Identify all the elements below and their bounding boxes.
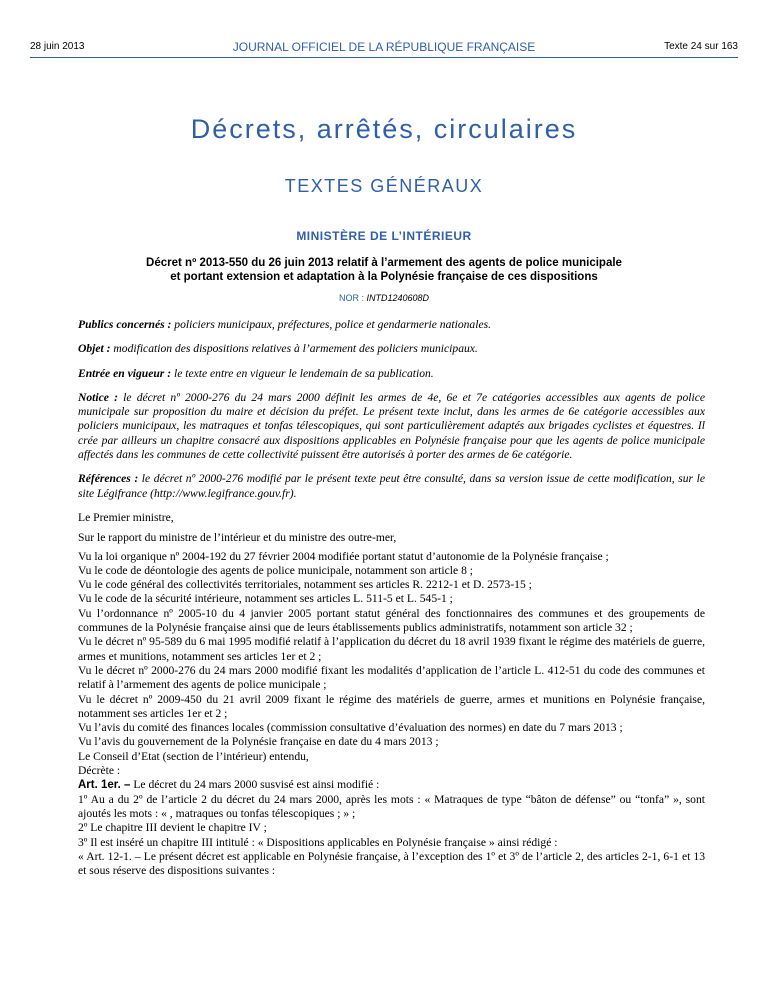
article-1-heading — [78, 778, 705, 792]
nor-reference — [0, 293, 768, 303]
nor-label: NOR : — [338, 293, 364, 303]
preamble-line: Vu l’avis du comité des finances locales (commission consultative d’évaluation des normes) en date du 7 mars 2013 ; — [78, 721, 623, 735]
preamble-line: Vu le décret nº 2000-276 du 24 mars 2000 modifié fixant les modalités d’application de l’article L. 412-51 du code des communes et relatif à l’armement des agents de police municipale ; — [78, 663, 705, 692]
section-title: Décrets, arrêtés, circulaires — [190, 114, 578, 144]
preamble — [78, 511, 705, 764]
preamble-line: Vu le code de déontologie des agents de police municipale, notamment son article 8 ; — [78, 563, 473, 577]
preamble-line: Sur le rapport du ministre de l’intérieur et du ministre des outre-mer, — [78, 531, 397, 545]
decree-body — [78, 318, 705, 878]
text-reference: Texte 24 sur 163 — [664, 41, 738, 52]
preamble-line: Vu la loi organique nº 2004-192 du 27 février 2004 modifiée portant statut d’autonomie de la Polynésie française ; — [78, 549, 609, 563]
summary-references-label: Références : — [78, 472, 139, 486]
summary-references — [78, 472, 705, 501]
article-1-label: Art. 1er. – — [78, 779, 131, 792]
summary-entree-label: Entrée en vigueur : — [78, 366, 172, 380]
decree-title-line-1: Décret nº 2013-550 du 26 juin 2013 relatif à l’armement des agents de police municipale — [146, 257, 622, 269]
summary-objet — [78, 342, 705, 356]
article-1-item: « Art. 12-1. – Le présent décret est applicable en Polynésie française, à l’exception des 1º et 3º de l’article 2, des articles 2-1, 6-1 et 13 et sous réserve des dispositions suivantes : — [78, 849, 705, 878]
article-1-intro: Le décret du 24 mars 2000 susvisé est ainsi modifié : — [130, 778, 380, 792]
ministry-heading: MINISTÈRE DE L’INTÉRIEUR — [296, 229, 472, 243]
summary-publics-text: policiers municipaux, préfectures, police et gendarmerie nationales. — [171, 318, 492, 331]
summary-references-text: le décret nº 2000-276 modifié par le présent texte peut être consulté, dans sa version issue de cette modification, sur le site Légifrance (http://www.legifrance.gouv.fr). — [78, 472, 705, 500]
article-1-item: 3º Il est inséré un chapitre III intitulé : « Dispositions applicables en Polynésie française » ainsi rédigé : — [78, 835, 558, 849]
preamble-line: Vu le décret nº 95-589 du 6 mai 1995 modifié relatif à l’application du décret du 18 avril 1939 fixant le régime des matériels de guerre, armes et munitions, notamment ses articles 1er et 2 ; — [78, 635, 705, 663]
decrete-heading: Décrète : — [78, 764, 121, 778]
preamble-line: Le Conseil d’Etat (section de l’intérieur) entendu, — [78, 749, 309, 763]
publication-date: 28 juin 2013 — [30, 41, 85, 52]
summary-publics — [78, 318, 705, 332]
decree-title-line-2: et portant extension et adaptation à la Polynésie française de ces dispositions — [170, 271, 598, 283]
header-divider — [30, 57, 738, 58]
summary-publics-label: Publics concernés : — [78, 318, 172, 331]
summary-block — [78, 318, 705, 501]
summary-notice-label: Notice : — [78, 390, 118, 404]
summary-notice — [78, 391, 705, 462]
summary-entree — [78, 367, 705, 381]
decree-title — [60, 256, 708, 284]
summary-notice-text: le décret nº 2000-276 du 24 mars 2000 définit les armes de 4e, 6e et 7e catégories accessibles aux agents de police municipale sur proposition du maire et décision du préfet. Le présent texte inclut, dans les armes de 6e catégorie accessibles aux policiers municipaux, les matraques et tonfas télescopiques, qui sont particulièrement adaptés aux brigades cyclistes et équestres. Il crée par ailleurs un chapitre consacré aux dispositions applicables en Polynésie française pour que les agents de police municipale affectés dans les communes de cette collectivité puissent être autorisés à porter des armes de 6e catégorie. — [78, 390, 705, 462]
summary-objet-text: modification des dispositions relatives à l’armement des policiers municipaux. — [110, 342, 478, 356]
journal-name: JOURNAL OFFICIEL DE LA RÉPUBLIQUE FRANÇAISE — [232, 40, 536, 54]
subsection-title: TEXTES GÉNÉRAUX — [284, 176, 484, 196]
nor-value: INTD1240608D — [366, 293, 430, 303]
summary-entree-text: le texte entre en vigueur le lendemain de sa publication. — [171, 366, 434, 380]
preamble-line: Vu l’ordonnance nº 2005-10 du 4 janvier 2005 portant statut général des fonctionnaires des communes et des groupements de communes de la Polynésie française ainsi que de leurs établissements publics administratifs, notamment son article 32 ; — [78, 606, 705, 635]
preamble-line: Le Premier ministre, — [78, 510, 174, 524]
summary-objet-label: Objet : — [78, 342, 111, 356]
preamble-line: Vu l’avis du gouvernement de la Polynésie française en date du 4 mars 2013 ; — [78, 735, 439, 749]
preamble-line: Vu le décret nº 2009-450 du 21 avril 2009 fixant le régime des matériels de guerre, armes et munitions en Polynésie française, notamment ses articles 1er et 2 ; — [78, 692, 705, 720]
article-1-item: 1º Au a du 2º de l’article 2 du décret du 24 mars 2000, après les mots : « Matraques de type “bâton de défense” ou “tonfa” », sont ajoutés les mots : « , matraques ou tonfas télescopiques ; » ; — [78, 792, 705, 820]
article-1-item: 2º Le chapitre III devient le chapitre IV ; — [78, 821, 267, 835]
preamble-line: Vu le code de la sécurité intérieure, notamment ses articles L. 511-5 et L. 545-1 ; — [78, 592, 453, 606]
preamble-line: Vu le code général des collectivités territoriales, notamment ses articles R. 2212-1 et D. 2573-15 ; — [78, 578, 532, 592]
